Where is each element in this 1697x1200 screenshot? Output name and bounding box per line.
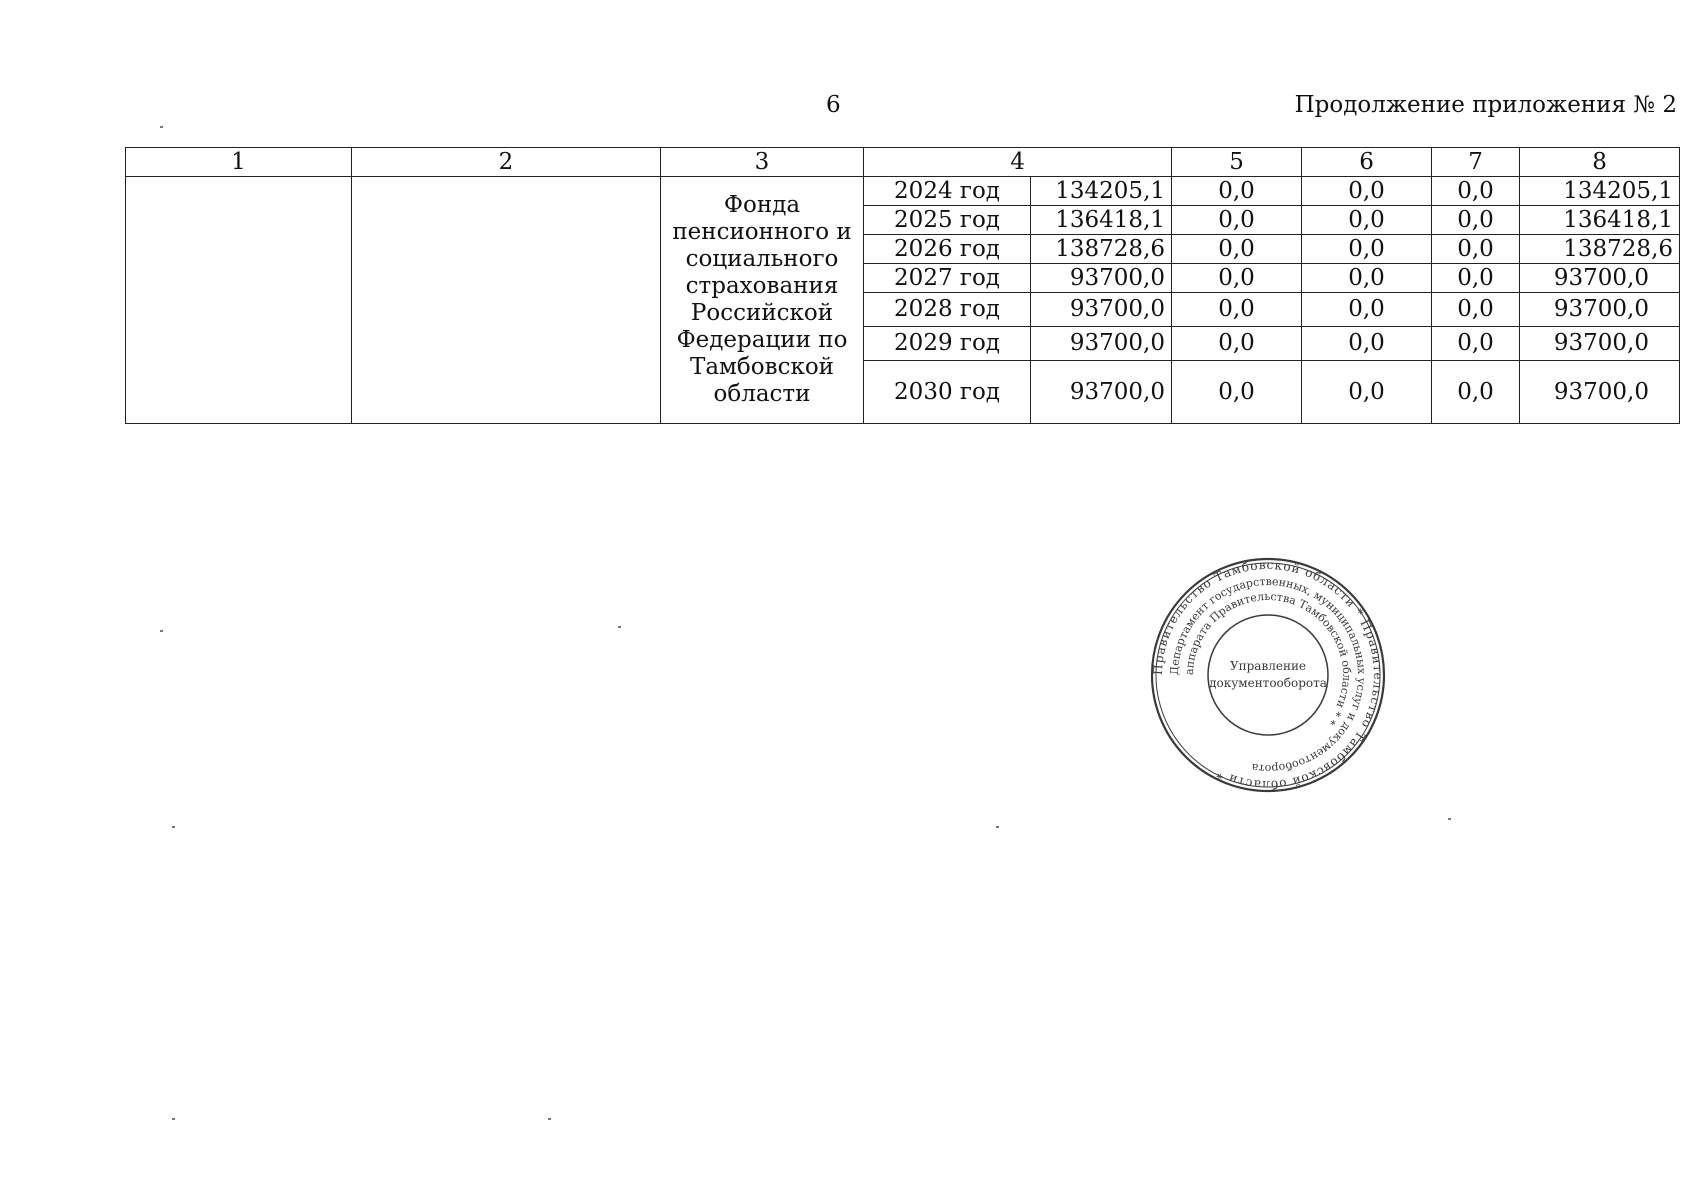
- table-row: [126, 177, 1680, 206]
- header-cell-5: 5: [1172, 148, 1302, 177]
- col5-cell: 0,0: [1172, 177, 1302, 206]
- year-cell: 2029 год: [864, 327, 1031, 361]
- col5-cell: 0,0: [1172, 235, 1302, 264]
- year-cell: 2024 год: [864, 177, 1031, 206]
- scan-speck: [996, 826, 999, 828]
- col8-cell: 136418,1: [1520, 206, 1680, 235]
- col6-cell: 0,0: [1302, 177, 1432, 206]
- source-label: [661, 177, 864, 424]
- source-label-line: пенсионного и: [672, 219, 852, 245]
- col7-cell: 0,0: [1432, 235, 1520, 264]
- total-cell: 138728,6: [1031, 235, 1172, 264]
- scan-speck: [548, 1118, 551, 1120]
- header-cell-6: 6: [1302, 148, 1432, 177]
- source-label-line: Российской: [690, 300, 834, 326]
- col7-cell: 0,0: [1432, 206, 1520, 235]
- col6-cell: 0,0: [1302, 235, 1432, 264]
- total-cell: 93700,0: [1031, 361, 1172, 424]
- scan-speck: [1448, 818, 1451, 820]
- col5-cell: 0,0: [1172, 327, 1302, 361]
- table-header-row: [126, 148, 1680, 177]
- official-stamp: [1150, 557, 1386, 793]
- stamp-middle-text: Департамент государственных, муниципальных услуг и документооборота: [1167, 574, 1369, 776]
- stamp-outer-text: Правительство Тамбовской области * Правительство Тамбовской области *: [1150, 557, 1386, 793]
- col1-cell: [126, 177, 352, 424]
- year-cell: 2025 год: [864, 206, 1031, 235]
- header-cell-1: 1: [126, 148, 352, 177]
- year-cell: 2027 год: [864, 264, 1031, 293]
- total-cell: 93700,0: [1031, 293, 1172, 327]
- budget-table: [125, 147, 1680, 424]
- col7-cell: 0,0: [1432, 177, 1520, 206]
- col2-cell: [352, 177, 661, 424]
- stamp-inner-text: аппарата Правительства Тамбовской области * *: [1182, 589, 1354, 728]
- header-cell-4: 4: [864, 148, 1172, 177]
- stamp-center-line1: Управление: [1229, 659, 1307, 673]
- source-label-line: области: [713, 381, 811, 407]
- source-label-line: Фонда: [723, 192, 801, 218]
- col8-cell: 93700,0: [1520, 293, 1680, 327]
- col6-cell: 0,0: [1302, 361, 1432, 424]
- scan-speck: [160, 630, 163, 632]
- col6-cell: 0,0: [1302, 293, 1432, 327]
- col5-cell: 0,0: [1172, 206, 1302, 235]
- scan-speck: [172, 826, 175, 828]
- source-label-line: страхования: [685, 273, 839, 299]
- scan-speck: [172, 1118, 175, 1120]
- total-cell: 93700,0: [1031, 264, 1172, 293]
- col8-cell: 93700,0: [1520, 327, 1680, 361]
- col5-cell: 0,0: [1172, 264, 1302, 293]
- total-cell: 93700,0: [1031, 327, 1172, 361]
- year-cell: 2026 год: [864, 235, 1031, 264]
- col5-cell: 0,0: [1172, 293, 1302, 327]
- page-number: 6: [826, 92, 841, 118]
- col7-cell: 0,0: [1432, 293, 1520, 327]
- source-label-line: Федерации по: [676, 327, 848, 353]
- svg-text:Департамент государственных, м: [1168, 575, 1368, 775]
- col6-cell: 0,0: [1302, 327, 1432, 361]
- col6-cell: 0,0: [1302, 264, 1432, 293]
- col6-cell: 0,0: [1302, 206, 1432, 235]
- col8-cell: 134205,1: [1520, 177, 1680, 206]
- stamp-center-line2: документооборота: [1209, 676, 1327, 690]
- scan-speck: [160, 126, 163, 128]
- header-cell-3: 3: [661, 148, 864, 177]
- col7-cell: 0,0: [1432, 361, 1520, 424]
- stamp-seal-icon: [1150, 557, 1386, 793]
- col8-cell: 93700,0: [1520, 361, 1680, 424]
- col8-cell: 93700,0: [1520, 264, 1680, 293]
- col7-cell: 0,0: [1432, 327, 1520, 361]
- source-label-line: Тамбовской: [689, 354, 835, 380]
- total-cell: 136418,1: [1031, 206, 1172, 235]
- header-cell-2: 2: [352, 148, 661, 177]
- col8-cell: 138728,6: [1520, 235, 1680, 264]
- header-cell-8: 8: [1520, 148, 1680, 177]
- col5-cell: 0,0: [1172, 361, 1302, 424]
- source-label-line: социального: [685, 246, 839, 272]
- continuation-label: Продолжение приложения № 2: [1294, 92, 1677, 118]
- year-cell: 2028 год: [864, 293, 1031, 327]
- header-cell-7: 7: [1432, 148, 1520, 177]
- col7-cell: 0,0: [1432, 264, 1520, 293]
- year-cell: 2030 год: [864, 361, 1031, 424]
- total-cell: 134205,1: [1031, 177, 1172, 206]
- scan-speck: [618, 626, 621, 628]
